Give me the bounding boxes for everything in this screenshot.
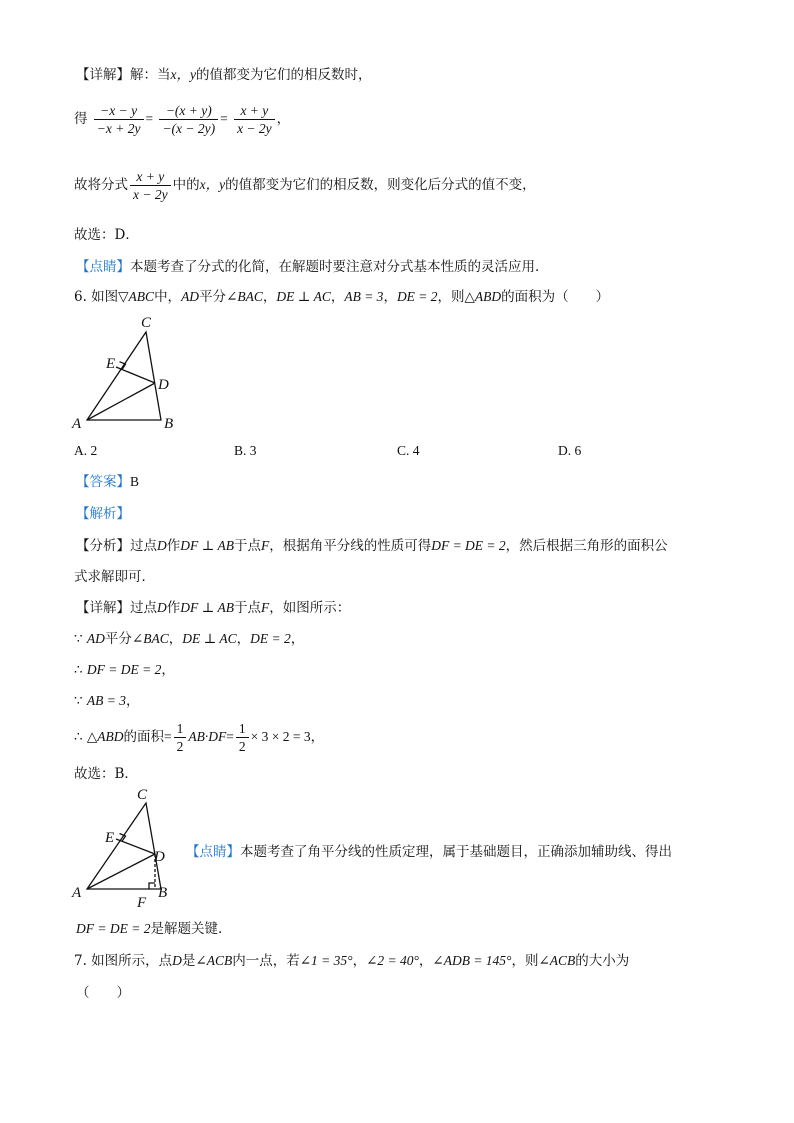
option-b: B. 3 xyxy=(234,443,257,458)
q6-answer: 【答案】B xyxy=(76,474,140,490)
option-d: D. 6 xyxy=(558,443,582,458)
fraction-2: $\frac{-(x + y)}{-(x - 2y)}$ xyxy=(159,102,218,137)
svg-text:B: B xyxy=(158,885,168,901)
detail-tag: 【详解】 xyxy=(76,67,130,83)
q6-comment: 【点睛】本题考查了角平分线的性质定理，属于基础题目，正确添加辅助线、得出 xyxy=(186,844,672,860)
label-c: C xyxy=(141,315,152,331)
fraction-1: $\frac{-x - y}{-x + 2y}$ xyxy=(94,102,144,137)
triangle-figure xyxy=(66,310,186,435)
q6-detail-therefore1: ∴ DF = DE = 2， xyxy=(74,662,175,678)
label-b: B xyxy=(164,416,174,432)
q6-detail-area: ∴ △ABD的面积= $\frac{1}{2}$ AB·DF= $\frac{1}{2}$ × 3 × 2 = 3， xyxy=(74,721,325,754)
q6-detail-line1: 【详解】过点D作DF ⊥ AB于点F，如图所示： xyxy=(76,600,351,616)
q6-detail-since1: ∵ AD平分∠BAC，DE ⊥ AC，DE = 2， xyxy=(74,631,305,647)
fraction-3: $\frac{x + y}{x - 2y}$ xyxy=(234,102,275,137)
q5-choice: 故选：D． xyxy=(74,227,139,243)
option-c: C. 4 xyxy=(397,443,420,458)
svg-text:D: D xyxy=(154,849,165,865)
q5-conclusion-line: 故将分式 $\frac{x + y}{x - 2y}$ 中的x，y的值都变为它们的相反数，则变化后分式的值不变， xyxy=(74,169,536,202)
math-vars: x，y xyxy=(170,67,196,82)
fraction-final: $\frac{x + y}{x - 2y}$ xyxy=(130,168,171,203)
svg-text:E: E xyxy=(105,830,115,846)
answer-tag: 【答案】 xyxy=(76,474,130,490)
text: 的值都变为它们的相反数时， xyxy=(195,67,372,83)
q6-detail-since2: ∵ AB = 3， xyxy=(74,693,140,709)
q7-paren: （ ） xyxy=(76,985,130,1001)
q6-analysis-line1: 【分析】过点D作DF ⊥ AB于点F，根据角平分线的性质可得DF = DE = 2，然后根据三角形的面积公 xyxy=(76,538,668,554)
text: 得 xyxy=(74,111,88,127)
text: 故将分式 xyxy=(74,177,128,193)
q5-comment: 【点睛】本题考查了分式的化简，在解题时要注意对分式基本性质的灵活应用． xyxy=(76,259,549,275)
q5-detail-line xyxy=(76,66,371,84)
svg-text:C: C xyxy=(137,787,148,803)
label-d: D xyxy=(158,377,169,393)
triangle-figure-with-f xyxy=(66,785,186,915)
segment-ad xyxy=(87,383,155,420)
svg-text:A: A xyxy=(72,885,82,901)
text: 解：当 xyxy=(130,67,171,83)
q6-detail-choice: 故选：B． xyxy=(74,766,138,782)
option-a: A. 2 xyxy=(74,443,98,458)
q5-equation-line: 得 $\frac{-x - y}{-x + 2y}$ = $\frac{-(x + y)}{-(x - 2y)}$ = $\frac{x + y}{x - 2y}$ ， xyxy=(74,103,291,136)
q6-analysis-tag: 【解析】 xyxy=(76,506,130,522)
q7-stem: 7. 如图所示，点D是∠ACB内一点，若∠1 = 35°，∠2 = 40°，∠ADB = 145°，则∠ACB的大小为 xyxy=(74,953,630,969)
svg-text:F: F xyxy=(137,895,147,911)
q6-stem: 6. 如图▽ABC中，AD平分∠BAC，DE ⊥ AC，AB = 3，DE = 2，则△ABD的面积为（ ） xyxy=(74,289,610,305)
label-a: A xyxy=(72,416,82,432)
triangle-abc xyxy=(87,332,161,420)
q6-comment-cont: DF = DE = 2是解题关键． xyxy=(76,921,232,937)
label-e: E xyxy=(106,356,116,372)
q6-analysis-line2: 式求解即可． xyxy=(74,569,155,585)
comment-tag: 【点睛】 xyxy=(76,259,130,275)
